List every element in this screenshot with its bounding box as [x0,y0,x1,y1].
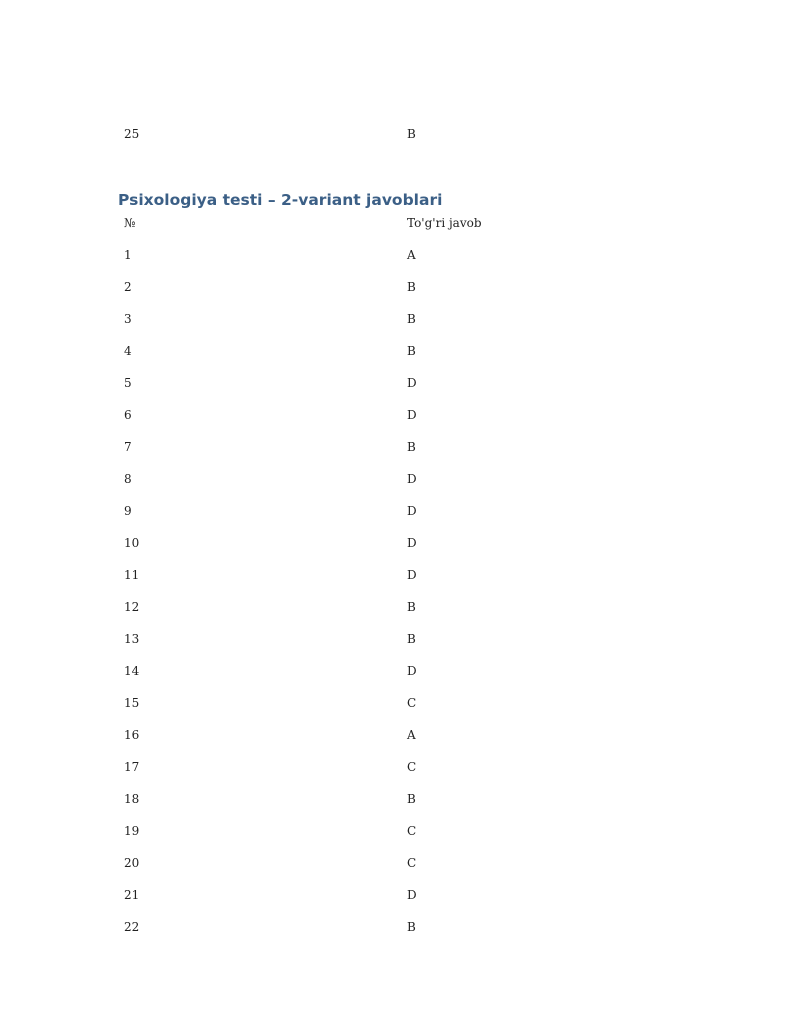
table-row [0,437,800,457]
question-number: 25 [124,127,140,141]
question-number: 18 [124,792,140,806]
number-column-header: № [124,216,136,230]
table-row [0,853,800,873]
question-number: 12 [124,600,140,614]
table-row [0,469,800,489]
correct-answer: B [407,312,416,326]
question-number: 20 [124,856,140,870]
question-number: 6 [124,408,132,422]
table-header-row [0,213,800,233]
question-number: 9 [124,504,132,518]
correct-answer: D [407,888,417,902]
correct-answer: D [407,664,417,678]
correct-answer: D [407,408,417,422]
table-row [0,309,800,329]
table-row [0,341,800,361]
question-number: 21 [124,888,140,902]
question-number: 5 [124,376,132,390]
table-row [0,885,800,905]
section-heading: Psixologiya testi – 2-variant javoblari [118,191,443,209]
question-number: 17 [124,760,140,774]
question-number: 13 [124,632,140,646]
table-row [0,917,800,937]
table-row [0,725,800,745]
table-row [0,373,800,393]
correct-answer: B [407,440,416,454]
correct-answer: B [407,344,416,358]
question-number: 14 [124,664,140,678]
correct-answer: B [407,280,416,294]
table-row [0,661,800,681]
correct-answer: B [407,920,416,934]
correct-answer: D [407,536,417,550]
table-row [0,405,800,425]
table-row [0,277,800,297]
correct-answer: D [407,504,417,518]
table-row [0,245,800,265]
question-number: 11 [124,568,140,582]
correct-answer: C [407,696,417,710]
question-number: 4 [124,344,132,358]
question-number: 19 [124,824,140,838]
table-row [0,757,800,777]
correct-answer: B [407,127,416,141]
question-number: 1 [124,248,132,262]
correct-answer: C [407,824,417,838]
table-row [0,501,800,521]
table-row [0,693,800,713]
correct-answer: D [407,376,417,390]
correct-answer: A [407,248,416,262]
question-number: 16 [124,728,140,742]
table-row [0,821,800,841]
question-number: 8 [124,472,132,486]
question-number: 2 [124,280,132,294]
table-row [0,789,800,809]
question-number: 22 [124,920,140,934]
correct-answer: A [407,728,416,742]
correct-answer: D [407,472,417,486]
question-number: 10 [124,536,140,550]
correct-answer: C [407,856,417,870]
question-number: 3 [124,312,132,326]
prev-table-row [0,124,800,144]
answer-column-header: To'g'ri javob [407,216,482,230]
correct-answer: B [407,792,416,806]
question-number: 15 [124,696,140,710]
question-number: 7 [124,440,132,454]
table-row [0,597,800,617]
correct-answer: B [407,632,416,646]
correct-answer: B [407,600,416,614]
correct-answer: D [407,568,417,582]
table-row [0,565,800,585]
correct-answer: C [407,760,417,774]
table-row [0,629,800,649]
table-row [0,533,800,553]
